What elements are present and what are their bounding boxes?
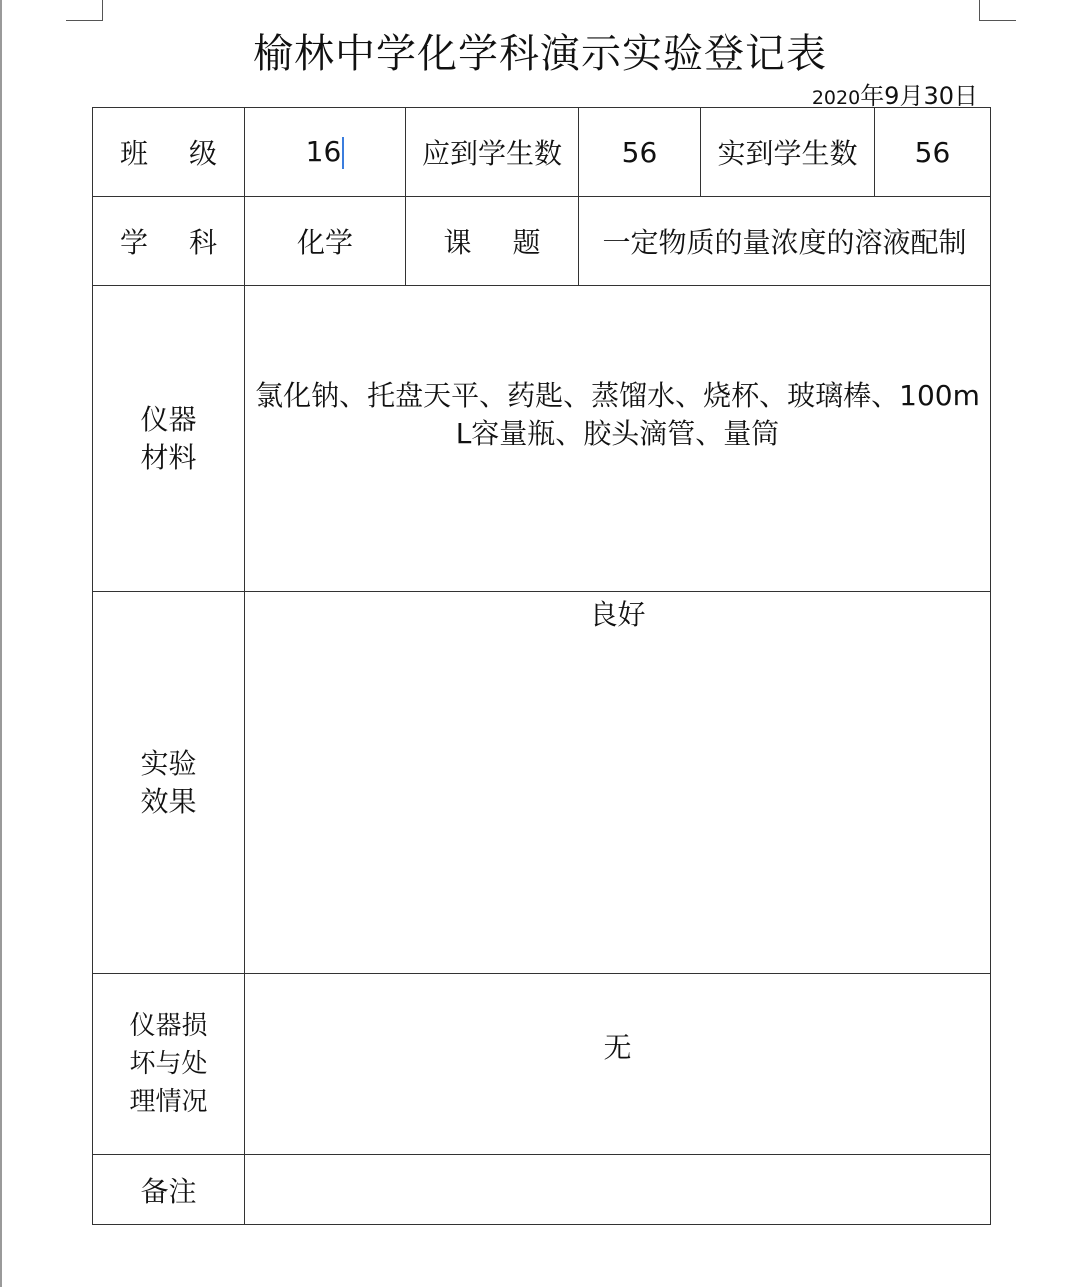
subject-label-cell (93, 197, 245, 286)
materials-label: 仪器 材料 (140, 402, 197, 474)
effect-value: 良好 (589, 597, 646, 631)
damage-label: 仪器损 坏与处 理情况 (129, 1011, 208, 1117)
page-edge (0, 0, 2, 1287)
actual-students-label: 实到学生数 (717, 137, 858, 170)
class-label: 班 级 (120, 137, 233, 170)
damage-value: 无 (603, 1031, 632, 1064)
topic-value-cell[interactable] (579, 197, 991, 286)
table-row-subject (93, 197, 991, 286)
remarks-label: 备注 (140, 1174, 197, 1208)
class-label-cell (93, 108, 245, 197)
text-cursor (342, 137, 344, 169)
subject-value-cell[interactable] (245, 197, 406, 286)
expected-students-label: 应到学生数 (421, 137, 562, 170)
document-date (812, 76, 978, 111)
table-row-class (93, 108, 991, 197)
damage-label-cell (93, 974, 245, 1155)
actual-students-value-cell[interactable] (875, 108, 991, 197)
actual-students-label-cell (701, 108, 875, 197)
effect-value-cell[interactable] (245, 592, 991, 974)
remarks-label-cell (93, 1155, 245, 1225)
materials-label-cell (93, 286, 245, 592)
table-row-materials (93, 286, 991, 592)
topic-label: 课 题 (443, 226, 557, 259)
topic-value: 一定物质的量浓度的溶液配制 (602, 226, 967, 259)
class-value: 16 (305, 135, 342, 168)
effect-label: 实验 效果 (140, 746, 197, 818)
table-row-damage (93, 974, 991, 1155)
date-month-day: 年9月30日 (860, 82, 978, 110)
materials-value: 氯化钠、托盘天平、药匙、蒸馏水、烧杯、玻璃棒、100mL容量瓶、胶头滴管、量筒 (255, 378, 980, 450)
damage-value-cell[interactable] (245, 974, 991, 1155)
materials-value-cell[interactable] (245, 286, 991, 592)
table-row-effect (93, 592, 991, 974)
subject-label: 学 科 (120, 226, 233, 259)
experiment-register-table (92, 107, 991, 1225)
date-year: 2020 (811, 87, 861, 109)
crop-mark-top-right (979, 0, 1016, 21)
expected-students-value: 56 (621, 135, 658, 169)
effect-label-cell (93, 592, 245, 974)
class-value-cell[interactable] (245, 108, 406, 197)
document-title: 榆林中学化学科演示实验登记表 (253, 31, 827, 77)
table-row-remarks (93, 1155, 991, 1225)
topic-label-cell (406, 197, 579, 286)
expected-students-value-cell[interactable] (579, 108, 701, 197)
expected-students-label-cell (406, 108, 579, 197)
crop-mark-top-left (66, 0, 103, 21)
actual-students-value: 56 (914, 135, 951, 169)
subject-value: 化学 (296, 226, 353, 259)
remarks-value-cell[interactable] (245, 1155, 991, 1225)
